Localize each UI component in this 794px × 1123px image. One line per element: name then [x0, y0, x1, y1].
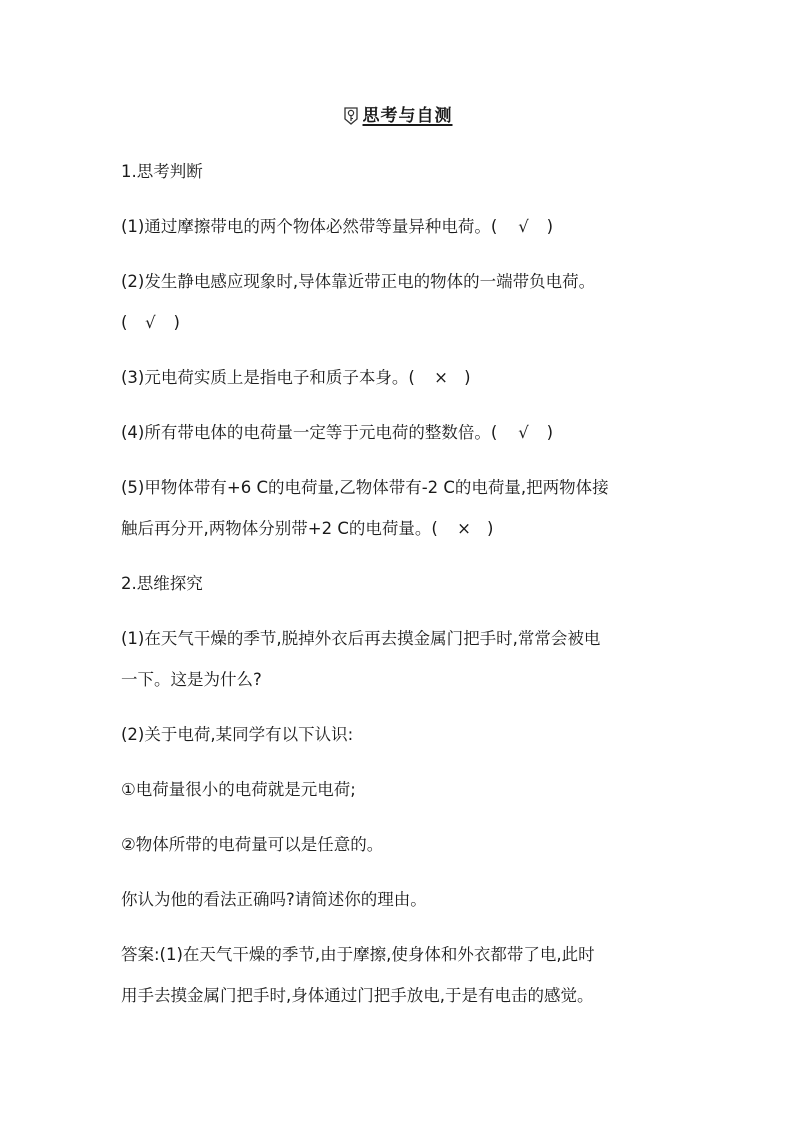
judge-item-2-cont	[121, 311, 180, 335]
section-header	[0, 104, 794, 133]
answer-line-2: 用手去摸金属门把手时,身体通过门把手放电,于是有电击的感觉。	[121, 986, 594, 1005]
answer-line-1: 答案:(1)在天气干燥的季节,由于摩擦,使身体和外衣都带了电,此时	[121, 945, 595, 964]
section2-title: 2.思维探究	[121, 574, 203, 593]
judge-item-2-mark: √	[145, 313, 156, 332]
question-1-line-2: 一下。这是为什么?	[121, 670, 262, 689]
section-title: 思考与自测	[362, 106, 453, 126]
judge-item-5-cont-text: 触后再分开,两物体分别带+2 C的电荷量。(	[121, 519, 438, 538]
judge-item-4	[121, 421, 553, 445]
section1-title: 1.思考判断	[121, 162, 203, 181]
judge-item-3-text: (3)元电荷实质上是指电子和质子本身。(	[121, 368, 415, 387]
judge-item-4-text: (4)所有带电体的电荷量一定等于元电荷的整数倍。(	[121, 423, 498, 442]
key-badge-icon	[342, 106, 360, 126]
judge-item-5-close: )	[487, 519, 494, 538]
question-2-item-1: ①电荷量很小的电荷就是元电荷;	[121, 780, 356, 799]
judge-item-1	[121, 215, 553, 239]
judge-item-2: (2)发生静电感应现象时,导体靠近带正电的物体的一端带负电荷。	[121, 272, 596, 291]
judge-item-4-mark: √	[518, 423, 529, 442]
judge-item-5: (5)甲物体带有+6 C的电荷量,乙物体带有-2 C的电荷量,把两物体接	[121, 478, 609, 497]
judge-item-2-open: (	[121, 313, 128, 332]
judge-item-5-cont	[121, 517, 493, 541]
section-header-inner	[342, 104, 453, 128]
judge-item-1-close: )	[546, 217, 553, 236]
judge-item-3-mark: ×	[434, 368, 448, 387]
judge-item-1-mark: √	[518, 217, 529, 236]
judge-item-1-text: (1)通过摩擦带电的两个物体必然带等量异种电荷。(	[121, 217, 498, 236]
question-1-line-1: (1)在天气干燥的季节,脱掉外衣后再去摸金属门把手时,常常会被电	[121, 629, 601, 648]
question-2-line-1: (2)关于电荷,某同学有以下认识:	[121, 725, 354, 744]
judge-item-3-close: )	[464, 368, 471, 387]
judge-item-4-close: )	[546, 423, 553, 442]
judge-item-3	[121, 366, 471, 390]
judge-item-5-mark: ×	[457, 519, 471, 538]
question-2-item-2: ②物体所带的电荷量可以是任意的。	[121, 835, 384, 854]
question-2-ask: 你认为他的看法正确吗?请简述你的理由。	[121, 890, 427, 909]
judge-item-2-close: )	[173, 313, 180, 332]
